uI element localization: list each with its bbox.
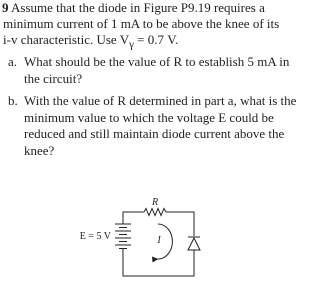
problem-statement [0, 0, 305, 53]
current-loop-arrow [158, 224, 172, 259]
intro-line-1: Assume that the diode in Figure P9.19 requires a [8, 0, 265, 15]
intro-line-3: i-v characteristic. Use V [3, 32, 130, 47]
part-b-label: b. [8, 93, 18, 108]
source-label: E = 5 V [79, 231, 111, 242]
resistor-symbol [144, 209, 166, 216]
problem-intro [0, 0, 305, 53]
battery-symbol [115, 220, 131, 254]
part-a [8, 54, 300, 87]
current-label: I [157, 235, 161, 246]
part-b-text: With the value of R determined in part a, what is the minimum value to which the voltage E could be reduced and still maintain diode current above the knee? [24, 93, 297, 158]
top-wire-right [166, 212, 194, 236]
intro-line-2: minimum current of 1 mA to be above the knee of its [3, 16, 280, 31]
current-arrow-head [152, 257, 159, 263]
intro-line-3-end: = 0.7 V. [133, 32, 179, 47]
resistor-label: R [151, 197, 159, 208]
diode-symbol [188, 237, 200, 252]
part-b [8, 93, 300, 159]
problem-number: 9 [2, 0, 9, 15]
part-a-text: What should be the value of R to establish 5 mA in the circuit? [24, 54, 290, 86]
part-a-label: a. [8, 54, 18, 69]
top-wire-left [123, 212, 144, 220]
bottom-wire [123, 252, 194, 276]
intro-subscript: γ [129, 38, 134, 51]
